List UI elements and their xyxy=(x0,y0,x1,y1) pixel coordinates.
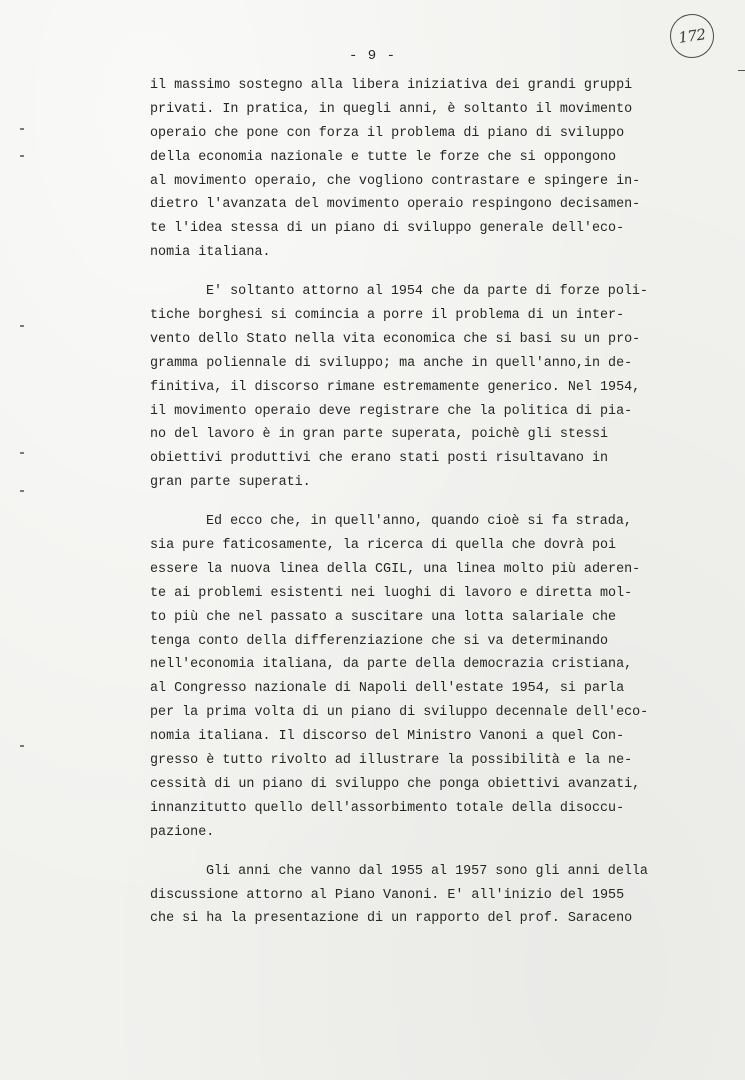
text-line: gramma poliennale di sviluppo; ma anche in quell'anno,in de- xyxy=(150,355,633,371)
text-line: no del lavoro è in gran parte superata, poichè gli stessi xyxy=(150,427,609,443)
text-line: della economia nazionale e tutte le forze che si oppongono xyxy=(150,149,617,165)
text-line: pazione. xyxy=(150,824,215,840)
text-line: il massimo sostegno alla libera iniziativa dei grandi gruppi xyxy=(150,78,633,93)
paragraph-gap xyxy=(150,265,710,280)
text-line: per la prima volta di un piano di sviluppo decennale dell'eco- xyxy=(150,705,649,721)
margin-mark xyxy=(20,155,24,157)
body-text xyxy=(150,74,710,931)
paragraph xyxy=(150,510,710,844)
text-line: Ed ecco che, in quell'anno, quando cioè si fa strada, xyxy=(206,514,632,530)
paragraph xyxy=(150,74,710,265)
text-line: gresso è tutto rivolto ad illustrare la possibilità e la ne- xyxy=(150,753,633,769)
paragraph-gap xyxy=(150,495,710,510)
text-line: gran parte superati. xyxy=(150,475,311,491)
text-line: privati. In pratica, in quegli anni, è soltanto il movimento xyxy=(150,101,633,117)
margin-mark xyxy=(20,490,24,492)
margin-mark xyxy=(20,325,24,327)
text-line: te ai problemi esistenti nei luoghi di lavoro e diretta mol- xyxy=(150,585,633,601)
text-line: nomia italiana. xyxy=(150,245,271,261)
paragraph xyxy=(150,860,710,932)
text-line: innanzitutto quello dell'assorbimento totale della disoccu- xyxy=(150,800,625,816)
text-line: al movimento operaio, che vogliono contrastare e spingere in- xyxy=(150,173,641,189)
text-line: operaio che pone con forza il problema di piano di sviluppo xyxy=(150,125,625,141)
text-line: E' soltanto attorno al 1954 che da parte di forze poli- xyxy=(206,284,648,300)
margin-mark xyxy=(20,128,24,130)
text-line: sia pure faticosamente, la ricerca di quella che dovrà poi xyxy=(150,538,617,554)
text-line: il movimento operaio deve registrare che la politica di pia- xyxy=(150,403,633,419)
text-line: discussione attorno al Piano Vanoni. E' all'inizio del 1955 xyxy=(150,887,625,903)
text-line: to più che nel passato a suscitare una lotta salariale che xyxy=(150,609,617,625)
stamp-number: 172 xyxy=(677,25,707,47)
text-line: te l'idea stessa di un piano di sviluppo generale dell'eco- xyxy=(150,221,625,237)
text-line: Gli anni che vanno dal 1955 al 1957 sono gli anni della xyxy=(206,863,648,879)
text-line: essere la nuova linea della CGIL, una linea molto più aderen- xyxy=(150,561,641,577)
margin-mark xyxy=(20,452,24,454)
text-line: che si ha la presentazione di un rapporto del prof. Saraceno xyxy=(150,911,633,927)
text-line: tenga conto della differenziazione che si va determinando xyxy=(150,633,609,649)
text-line: tiche borghesi si comincia a porre il problema di un inter- xyxy=(150,308,625,324)
page-number: - 9 - xyxy=(348,48,396,64)
text-line: finitiva, il discorso rimane estremamente generico. Nel 1954, xyxy=(150,379,641,395)
paragraph xyxy=(150,280,710,495)
text-line: vento dello Stato nella vita economica che si basi su un pro- xyxy=(150,331,641,347)
paragraph-gap xyxy=(150,845,710,860)
text-line: dietro l'avanzata del movimento operaio respingono decisamen- xyxy=(150,197,641,213)
edge-mark xyxy=(738,70,745,71)
text-line: obiettivi produttivi che erano stati posti risultavano in xyxy=(150,451,609,467)
text-line: nomia italiana. Il discorso del Ministro Vanoni a quel Con- xyxy=(150,729,625,745)
text-line: al Congresso nazionale di Napoli dell'estate 1954, si parla xyxy=(150,681,625,697)
text-line: nell'economia italiana, da parte della democrazia cristiana, xyxy=(150,657,633,673)
margin-mark xyxy=(20,745,24,747)
text-line: cessità di un piano di sviluppo che ponga obiettivi avanzati, xyxy=(150,776,641,792)
